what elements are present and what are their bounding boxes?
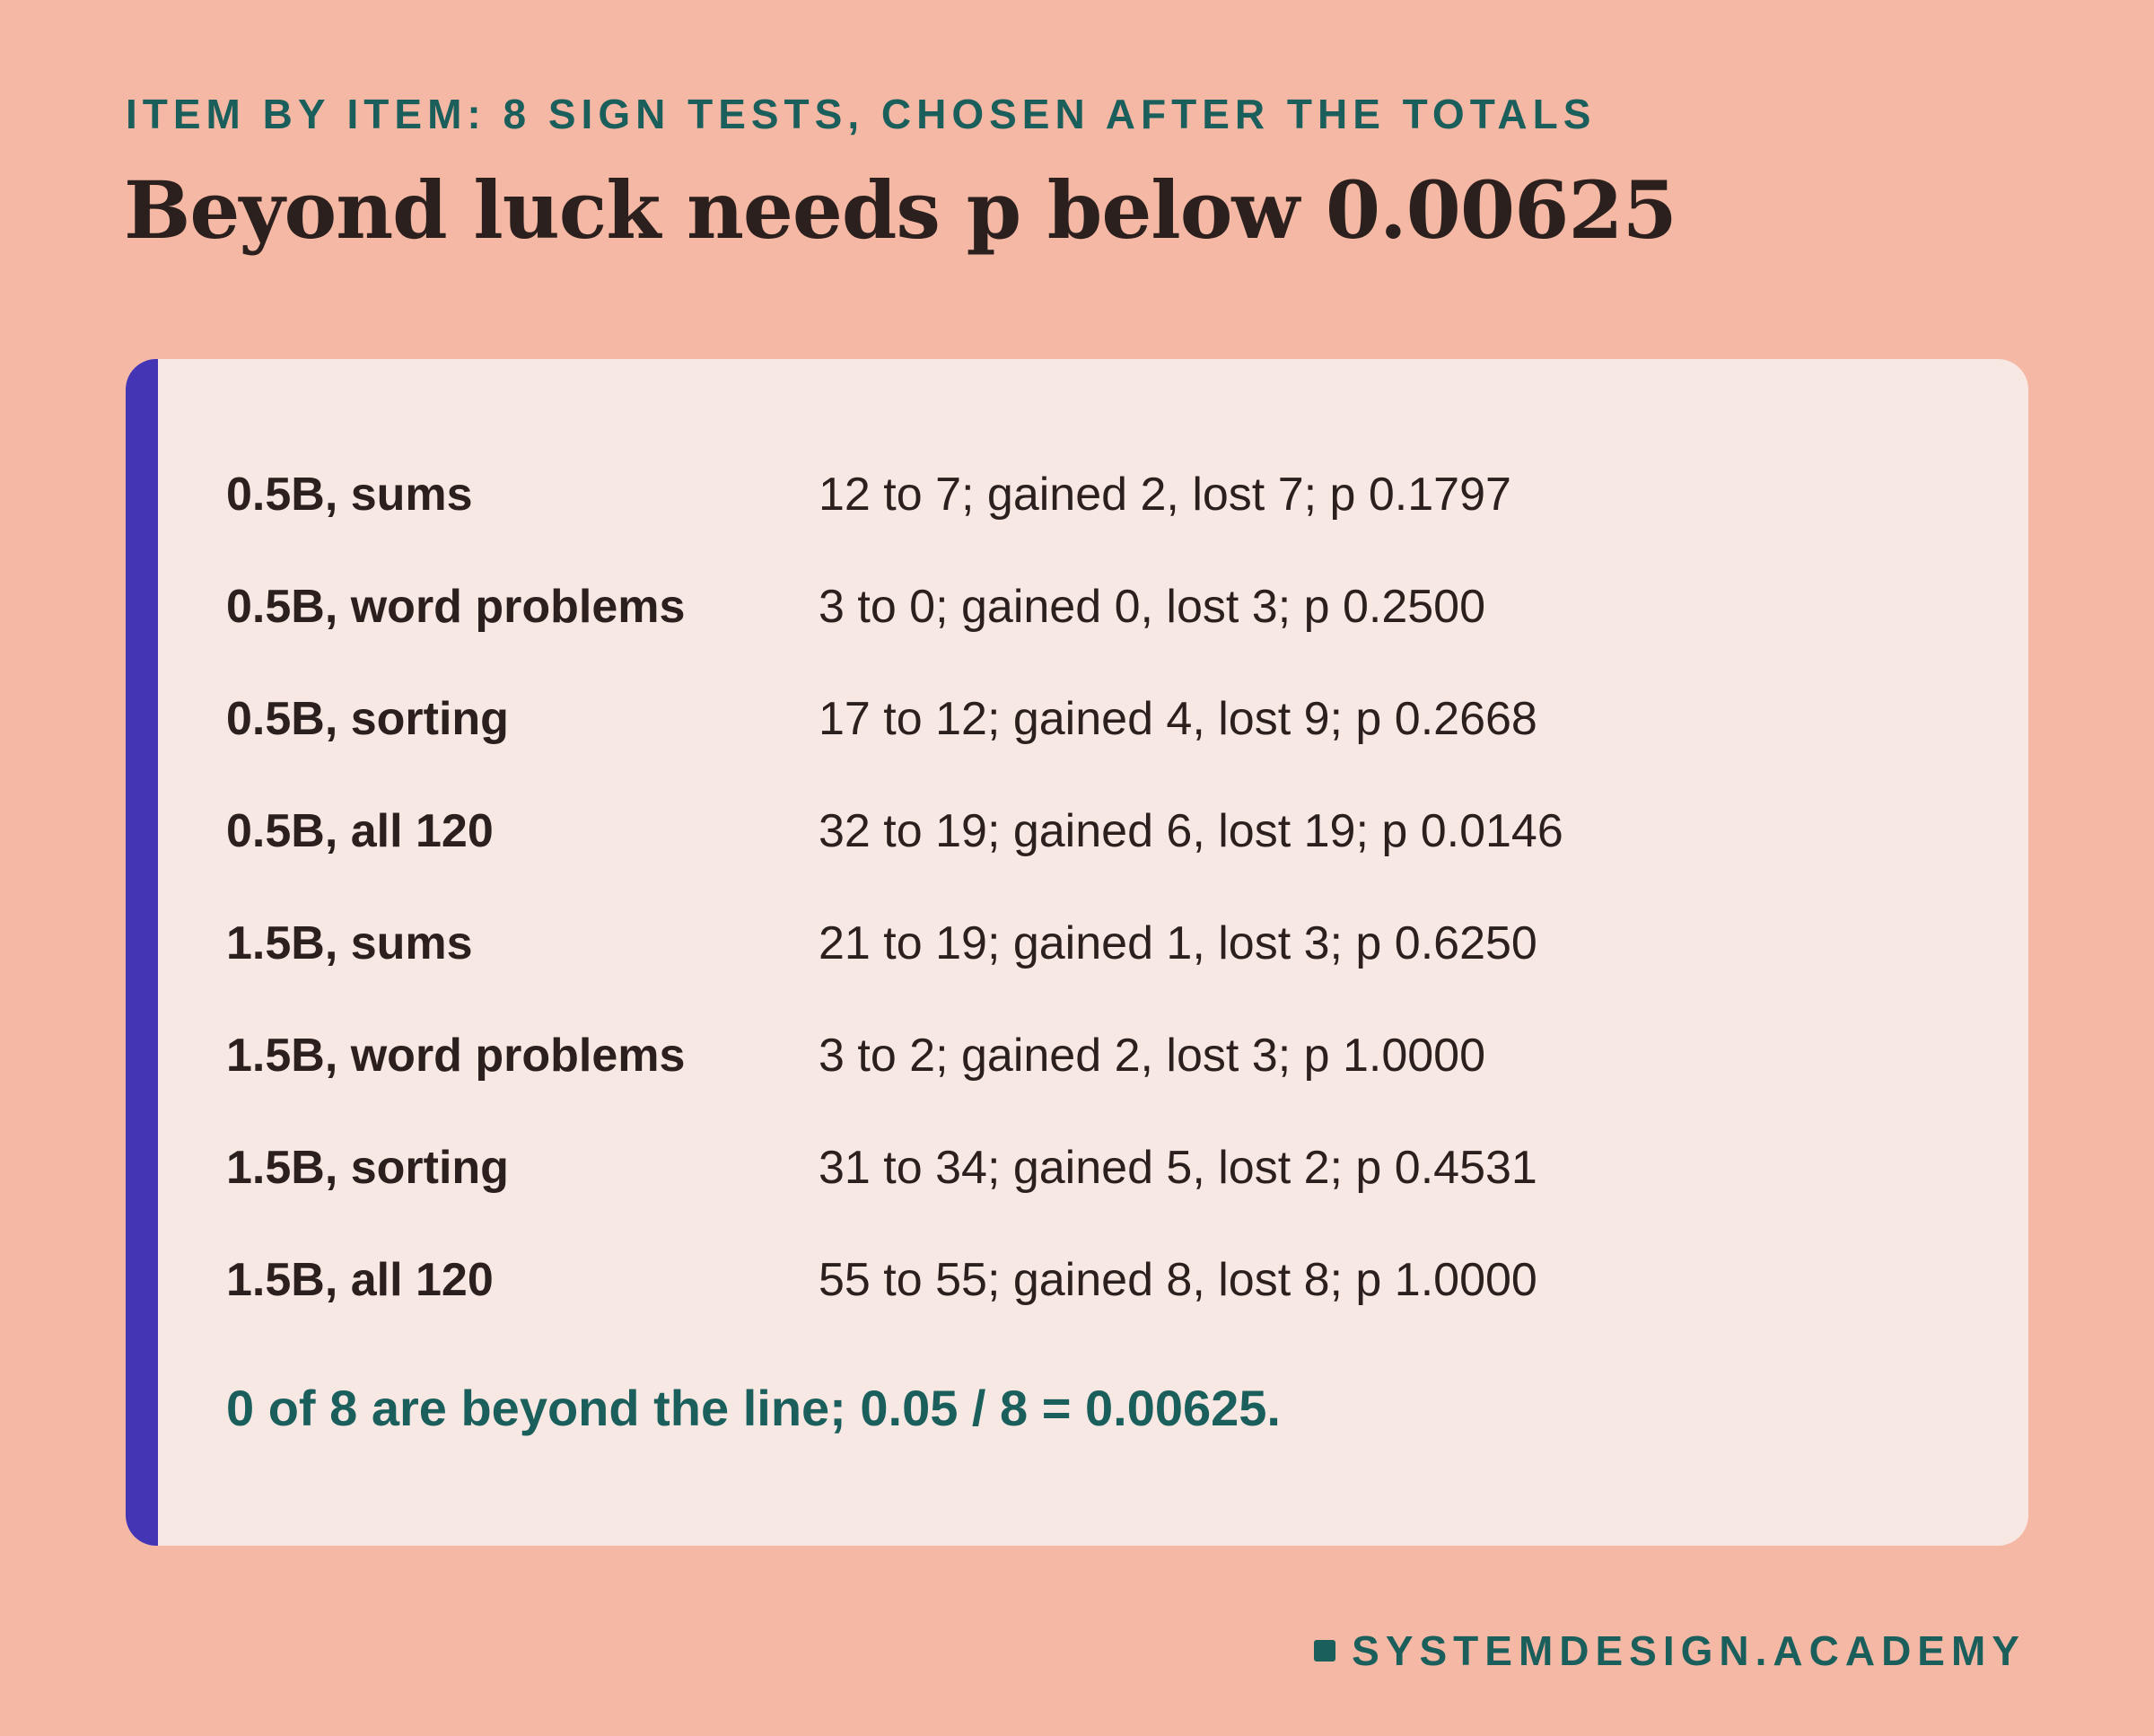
- row-value: 3 to 2; gained 2, lost 3; p 1.0000: [819, 1030, 1486, 1082]
- row-value: 12 to 7; gained 2, lost 7; p 0.1797: [819, 469, 1511, 521]
- row-value: 21 to 19; gained 1, lost 3; p 0.6250: [819, 917, 1537, 969]
- row-label: 1.5B, sorting: [226, 1142, 509, 1194]
- row-label: 0.5B, sums: [226, 469, 473, 521]
- eyebrow-heading: ITEM BY ITEM: 8 SIGN TESTS, CHOSEN AFTER THE TOTALS: [126, 91, 1597, 137]
- list-item: [226, 900, 1974, 1013]
- list-item: [226, 676, 1974, 788]
- row-label: 0.5B, sorting: [226, 693, 509, 745]
- list-item: [226, 1125, 1974, 1237]
- row-label: 1.5B, sums: [226, 917, 473, 969]
- list-item: [226, 452, 1974, 564]
- results-list: [226, 452, 1974, 1349]
- brand-footer: [1314, 1626, 2026, 1675]
- card-accent-bar: [126, 359, 158, 1546]
- list-item: [226, 1237, 1974, 1349]
- row-value: 17 to 12; gained 4, lost 9; p 0.2668: [819, 693, 1537, 745]
- results-card: [126, 359, 2028, 1546]
- row-label: 0.5B, all 120: [226, 805, 494, 857]
- row-label: 0.5B, word problems: [226, 581, 686, 633]
- row-value: 31 to 34; gained 5, lost 2; p 0.4531: [819, 1142, 1537, 1194]
- brand-square-icon: [1314, 1640, 1335, 1661]
- row-label: 1.5B, word problems: [226, 1030, 686, 1082]
- summary-text: 0 of 8 are beyond the line; 0.05 / 8 = 0.00625.: [226, 1380, 1281, 1436]
- row-value: 55 to 55; gained 8, lost 8; p 1.0000: [819, 1254, 1537, 1306]
- row-value: 32 to 19; gained 6, lost 19; p 0.0146: [819, 805, 1563, 857]
- row-value: 3 to 0; gained 0, lost 3; p 0.2500: [819, 581, 1486, 633]
- list-item: [226, 1013, 1974, 1125]
- row-label: 1.5B, all 120: [226, 1254, 494, 1306]
- page-title: Beyond luck needs p below 0.00625: [124, 163, 1677, 257]
- list-item: [226, 564, 1974, 676]
- list-item: [226, 788, 1974, 900]
- brand-name: SYSTEMDESIGN.ACADEMY: [1352, 1627, 2026, 1674]
